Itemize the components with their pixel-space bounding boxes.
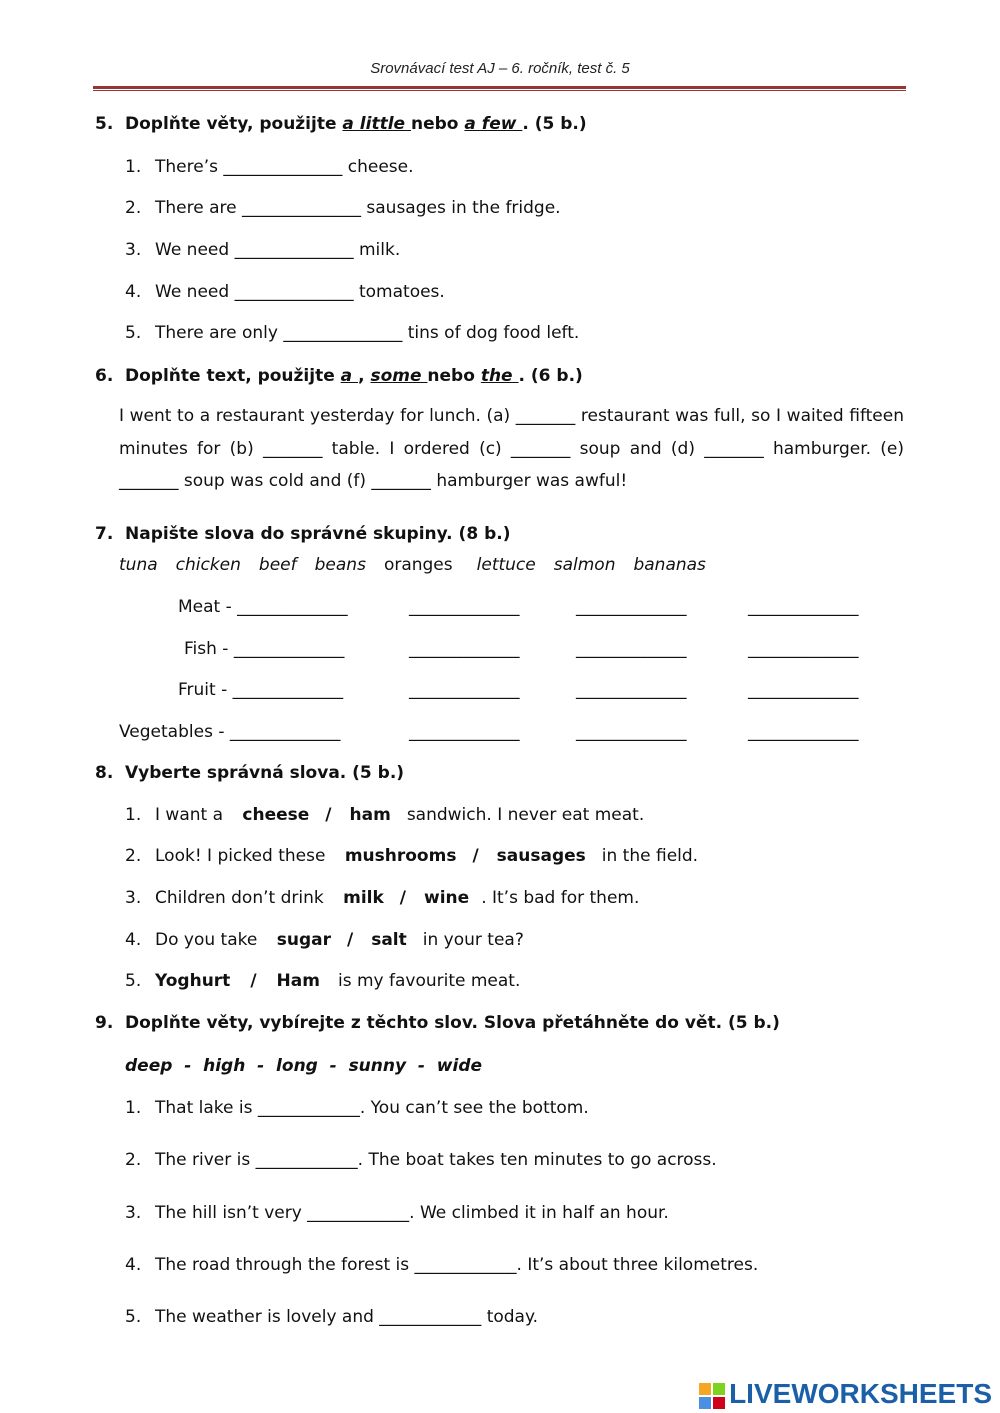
item-number: 5.	[125, 323, 142, 343]
word-chicken[interactable]: chicken	[175, 555, 241, 575]
item-text: . It’s bad for them.	[481, 888, 640, 908]
exercise-number: 5.	[95, 114, 114, 134]
answer-blank[interactable]: _____________	[748, 597, 859, 617]
item-number: 4.	[125, 1255, 142, 1275]
heading-text: Doplňte text, použijte	[125, 366, 341, 386]
heading-points: . (6 b.)	[518, 366, 583, 386]
item-text: The hill isn’t very	[155, 1203, 308, 1223]
answer-blank[interactable]: _____________	[232, 680, 344, 700]
item-text: tomatoes.	[353, 282, 445, 302]
item-text: The river is	[155, 1150, 256, 1170]
ex9-item-3	[125, 1203, 669, 1223]
liveworksheets-logo-icon	[699, 1383, 727, 1409]
ex7-row-vegetables	[119, 722, 340, 742]
exercise-8-heading	[95, 763, 404, 783]
answer-blank[interactable]: _____________	[576, 639, 687, 659]
ex6-paragraph[interactable]: I went to a restaurant yesterday for lunch. (a) _______ restaurant was full, so I waited fifteen minutes for (b) _______ table. I ordered (c) _______ soup and (d) _______ hamburger. (e) _______ soup was cold and (f) _______ hamburger was awful!	[119, 406, 904, 491]
ex5-item-2	[125, 198, 561, 218]
item-text: Look! I picked these	[155, 846, 331, 866]
option-a-little: a little	[342, 114, 411, 134]
answer-blank[interactable]: ______________	[223, 157, 343, 177]
choice-option-1[interactable]: Yoghurt	[155, 971, 231, 991]
ex5-item-5	[125, 323, 579, 343]
item-text: There’s	[155, 157, 224, 177]
choice-option-1[interactable]: mushrooms	[344, 846, 457, 866]
choice-option-2[interactable]: ham	[349, 805, 391, 825]
item-text: cheese.	[342, 157, 414, 177]
item-number: 1.	[125, 157, 142, 177]
item-number: 1.	[125, 1098, 142, 1118]
page-header-title: Srovnávací test AJ – 6. ročník, test č. 5	[370, 60, 630, 77]
word-salmon[interactable]: salmon	[553, 555, 616, 575]
answer-blank[interactable]: _____________	[229, 722, 341, 742]
exercise-number: 9.	[95, 1013, 114, 1033]
ex5-item-3	[125, 240, 400, 260]
item-number: 2.	[125, 198, 142, 218]
ex5-item-4	[125, 282, 445, 302]
heading-text: ,	[358, 366, 371, 386]
header-divider	[93, 86, 906, 91]
ex9-item-5	[125, 1307, 538, 1327]
item-text: . We climbed it in half an hour.	[409, 1203, 669, 1223]
word-oranges[interactable]: oranges	[383, 555, 453, 575]
item-number: 3.	[125, 240, 142, 260]
choice-separator: /	[472, 846, 479, 866]
answer-blank[interactable]: _____________	[748, 722, 859, 742]
item-text: milk.	[353, 240, 401, 260]
answer-blank[interactable]: _____________	[237, 597, 348, 617]
liveworksheets-logo	[699, 1378, 992, 1410]
item-number: 3.	[125, 1203, 142, 1223]
ex9-item-4	[125, 1255, 758, 1275]
choice-option-1[interactable]: sugar	[276, 930, 331, 950]
ex8-item-3	[125, 888, 639, 908]
choice-option-2[interactable]: sausages	[496, 846, 586, 866]
ex9-item-1	[125, 1098, 589, 1118]
item-number: 2.	[125, 846, 142, 866]
item-text: The weather is lovely and	[155, 1307, 380, 1327]
item-text: in the field.	[601, 846, 699, 866]
answer-blank[interactable]: _____________	[233, 639, 345, 659]
ex8-item-1	[125, 805, 644, 825]
heading-text: Doplňte věty, vybírejte z těchto slov. Slova přetáhněte do vět. (5 b.)	[125, 1013, 780, 1033]
row-label: Vegetables -	[119, 722, 230, 742]
item-text: in your tea?	[422, 930, 524, 950]
item-text: is my favourite meat.	[337, 971, 521, 991]
heading-text: nebo	[427, 366, 481, 386]
choice-option-2[interactable]: Ham	[276, 971, 320, 991]
item-text: There are only	[155, 323, 284, 343]
answer-blank[interactable]: _____________	[748, 639, 859, 659]
item-text: There are	[155, 198, 242, 218]
item-text: That lake is	[155, 1098, 258, 1118]
row-label: Meat -	[178, 597, 238, 617]
item-number: 1.	[125, 805, 142, 825]
exercise-number: 6.	[95, 366, 114, 386]
choice-option-2[interactable]: salt	[371, 930, 407, 950]
item-text: We need	[155, 282, 235, 302]
ex7-row-fruit	[178, 680, 343, 700]
exercise-number: 7.	[95, 524, 114, 544]
choice-separator: /	[325, 805, 332, 825]
item-text: . You can’t see the bottom.	[359, 1098, 589, 1118]
ex8-item-4	[125, 930, 524, 950]
answer-blank[interactable]: ____________	[379, 1307, 482, 1327]
item-text: sausages in the fridge.	[361, 198, 561, 218]
item-text: We need	[155, 240, 235, 260]
exercise-number: 8.	[95, 763, 114, 783]
word-bananas[interactable]: bananas	[633, 555, 706, 575]
item-text: sandwich. I never eat meat.	[406, 805, 645, 825]
word-beef[interactable]: beef	[258, 555, 297, 575]
ex8-item-5	[125, 971, 520, 991]
option-a: a	[340, 366, 359, 386]
word-lettuce[interactable]: lettuce	[476, 555, 536, 575]
item-number: 4.	[125, 282, 142, 302]
item-text: Do you take	[155, 930, 263, 950]
answer-blank[interactable]: _____________	[409, 639, 520, 659]
heading-text: Napište slova do správné skupiny. (8 b.)	[125, 524, 511, 544]
item-number: 3.	[125, 888, 142, 908]
word-beans[interactable]: beans	[314, 555, 366, 575]
choice-option-1[interactable]: cheese	[242, 805, 310, 825]
row-label: Fish -	[184, 639, 234, 659]
answer-blank[interactable]: _____________	[576, 597, 687, 617]
heading-text: Vyberte správná slova. (5 b.)	[125, 763, 405, 783]
choice-option-1[interactable]: milk	[343, 888, 384, 908]
exercise-9-heading	[95, 1013, 780, 1033]
item-text: . It’s about three kilometres.	[516, 1255, 759, 1275]
ex7-word-bank	[119, 555, 706, 575]
answer-blank[interactable]: ____________	[307, 1203, 410, 1223]
item-text: today.	[481, 1307, 539, 1327]
heading-points: . (5 b.)	[522, 114, 587, 134]
answer-blank[interactable]: _____________	[576, 680, 687, 700]
ex9-item-2	[125, 1150, 717, 1170]
ex5-item-1	[125, 157, 414, 177]
option-some: some	[370, 366, 428, 386]
ex7-row-meat	[178, 597, 348, 617]
answer-blank[interactable]: ______________	[283, 323, 403, 343]
heading-text: nebo	[411, 114, 465, 134]
heading-text: Doplňte věty, použijte	[125, 114, 343, 134]
answer-blank[interactable]: ______________	[234, 282, 354, 302]
answer-blank[interactable]: _____________	[409, 722, 520, 742]
choice-option-2[interactable]: wine	[424, 888, 470, 908]
ex9-word-bank[interactable]: deep - high - long - sunny - wide	[125, 1056, 483, 1076]
item-text: tins of dog food left.	[402, 323, 580, 343]
item-text: . The boat takes ten minutes to go across.	[357, 1150, 717, 1170]
ex7-row-fish	[184, 639, 344, 659]
option-the: the	[480, 366, 519, 386]
item-number: 5.	[125, 971, 142, 991]
answer-blank[interactable]: _____________	[576, 722, 687, 742]
answer-blank[interactable]: ____________	[257, 1098, 360, 1118]
choice-separator: /	[399, 888, 407, 908]
item-number: 2.	[125, 1150, 142, 1170]
answer-blank[interactable]: _____________	[409, 597, 520, 617]
item-text: Children don’t drink	[155, 888, 330, 908]
item-text: The road through the forest is	[155, 1255, 415, 1275]
exercise-6-heading	[95, 366, 583, 386]
item-text: I want a	[155, 805, 229, 825]
choice-separator: /	[346, 930, 354, 950]
answer-blank[interactable]: ______________	[242, 198, 361, 218]
answer-blank[interactable]: ____________	[255, 1150, 358, 1170]
answer-blank[interactable]: ____________	[414, 1255, 517, 1275]
option-a-few: a few	[464, 114, 523, 134]
exercise-5-heading	[95, 114, 587, 134]
exercise-7-heading	[95, 524, 510, 544]
answer-blank[interactable]: ______________	[234, 240, 354, 260]
row-label: Fruit -	[178, 680, 233, 700]
item-number: 4.	[125, 930, 142, 950]
answer-blank[interactable]: _____________	[748, 680, 859, 700]
logo-text: LIVEWORKSHEETS	[729, 1378, 992, 1409]
item-number: 5.	[125, 1307, 142, 1327]
choice-separator: /	[250, 971, 257, 991]
ex8-item-2	[125, 846, 698, 866]
answer-blank[interactable]: _____________	[409, 680, 520, 700]
word-tuna[interactable]: tuna	[119, 555, 158, 575]
